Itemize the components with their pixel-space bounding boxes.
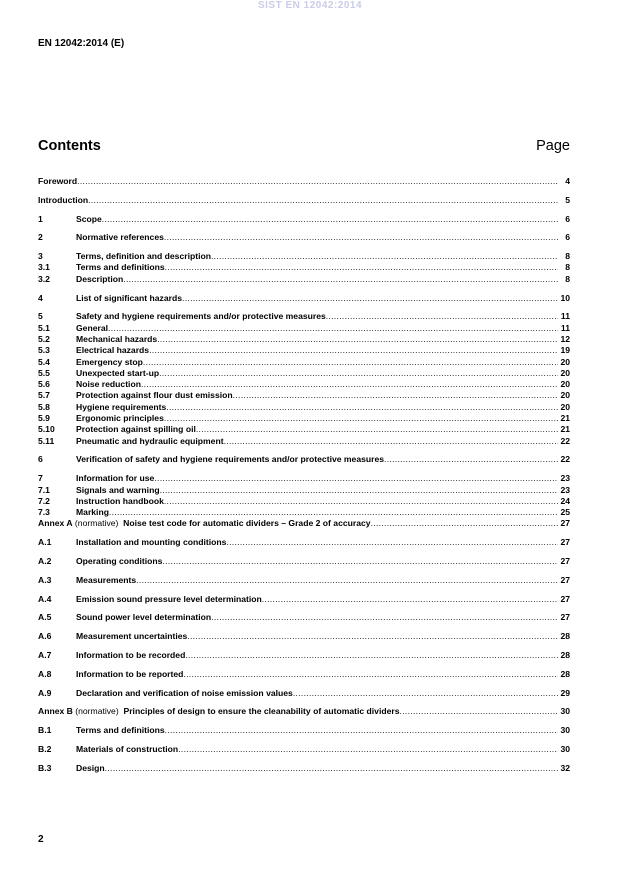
toc-entry-number: 7 <box>38 473 43 484</box>
toc-leader-dots <box>187 631 558 642</box>
toc-entry-title <box>76 311 326 322</box>
toc-entry-number: 3 <box>38 251 43 262</box>
toc-entry-title <box>76 424 196 435</box>
toc-entry[interactable] <box>38 379 570 390</box>
toc-entry-number: 5.10 <box>38 424 55 435</box>
toc-entry[interactable] <box>38 537 570 548</box>
toc-entry-title-text: Unexpected start-up <box>76 367 160 378</box>
toc-leader-dots <box>211 251 558 262</box>
toc-entry-title <box>76 496 164 507</box>
table-of-contents <box>38 176 570 782</box>
toc-entry[interactable] <box>38 631 570 642</box>
toc-entry-number: 2 <box>38 232 43 243</box>
toc-entry-page: 21 <box>560 424 570 435</box>
toc-entry-number: 5.6 <box>38 379 50 390</box>
toc-leader-dots <box>178 744 558 755</box>
toc-leader-dots <box>183 669 558 680</box>
toc-entry-page: 10 <box>560 292 570 303</box>
toc-entry-title-text: Annex B <box>38 706 73 717</box>
toc-leader-dots <box>384 454 558 465</box>
toc-entry-number: 5.1 <box>38 322 50 333</box>
toc-entry-page: 20 <box>560 367 570 378</box>
toc-entry-number: B.1 <box>38 725 52 736</box>
toc-leader-dots <box>400 706 558 717</box>
toc-entry-number: 3.2 <box>38 273 50 284</box>
toc-entry-title <box>76 454 384 465</box>
toc-entry-page: 4 <box>565 176 570 186</box>
toc-entry-title-text: Emission sound pressure level determination <box>76 593 262 604</box>
toc-entry-title <box>76 293 182 304</box>
toc-entry-number: 7.3 <box>38 507 50 518</box>
toc-entry-title <box>76 631 187 642</box>
toc-entry-title <box>76 390 233 401</box>
toc-entry-number: 7.1 <box>38 484 50 495</box>
toc-entry-page: 30 <box>560 743 570 754</box>
document-id: EN 12042:2014 (E) <box>38 38 125 49</box>
toc-entry-page: 5 <box>565 194 570 205</box>
toc-leader-dots <box>108 323 558 334</box>
contents-heading: Contents <box>38 138 101 154</box>
toc-entry[interactable] <box>38 334 570 345</box>
toc-entry[interactable] <box>38 251 570 262</box>
toc-entry[interactable] <box>38 473 570 484</box>
toc-entry-title <box>76 251 211 262</box>
toc-entry-page: 19 <box>560 345 570 356</box>
toc-entry-page: 27 <box>560 537 570 548</box>
toc-leader-dots <box>141 379 558 390</box>
toc-entry-title <box>76 323 108 334</box>
toc-entry-title-text: Terms and definitions <box>76 725 165 736</box>
toc-entry[interactable] <box>38 763 570 774</box>
toc-leader-dots <box>165 262 558 273</box>
toc-leader-dots <box>326 311 558 322</box>
page-number: 2 <box>38 834 44 845</box>
toc-entry-title <box>76 379 141 390</box>
toc-entry-title-text: Emergency stop <box>76 356 143 367</box>
toc-entry-page: 12 <box>560 333 570 344</box>
toc-entry[interactable] <box>38 518 570 529</box>
toc-entry-title-text: Information to be reported <box>76 668 184 679</box>
toc-entry-number: 5.9 <box>38 413 50 424</box>
toc-entry-number: 5.7 <box>38 390 50 401</box>
toc-entry[interactable] <box>38 214 570 225</box>
toc-entry-annex-title: Noise test code for automatic dividers – Grade 2 of accuracy <box>120 518 371 529</box>
toc-entry-title-text: Annex A <box>38 518 73 529</box>
toc-entry-number: B.2 <box>38 743 52 754</box>
toc-entry-number: A.2 <box>38 556 52 567</box>
toc-entry-title-text: Design <box>76 762 105 773</box>
toc-entry-page: 6 <box>565 213 570 224</box>
toc-entry-page: 28 <box>560 631 570 642</box>
toc-entry-title-text: Protection against spilling oil <box>76 424 196 435</box>
toc-entry[interactable] <box>38 274 570 285</box>
toc-entry-title-text: Electrical hazards <box>76 345 150 356</box>
toc-entry-title-text: Foreword <box>38 176 78 186</box>
toc-entry-title <box>76 556 162 567</box>
toc-entry-title-text: Safety and hygiene requirements and/or protective measures <box>76 311 326 322</box>
toc-entry-title-text: Terms and definitions <box>76 262 165 273</box>
toc-entry[interactable] <box>38 688 570 699</box>
toc-entry-title <box>76 688 293 699</box>
toc-entry-page: 28 <box>560 650 570 660</box>
toc-entry-number: 5.11 <box>38 435 55 446</box>
toc-entry-title-text: Normative references <box>76 232 164 243</box>
toc-entry-page: 11 <box>560 311 570 322</box>
toc-leader-dots <box>162 556 558 567</box>
toc-leader-dots <box>149 345 558 356</box>
toc-entry-title-text: Description <box>76 273 124 284</box>
toc-leader-dots <box>185 650 558 661</box>
toc-leader-dots <box>160 485 558 496</box>
page-column-heading: Page <box>536 138 570 154</box>
toc-entry-title <box>76 274 123 285</box>
toc-entry-number: 3.1 <box>38 262 50 273</box>
toc-entry[interactable] <box>38 195 570 206</box>
toc-leader-dots <box>164 413 558 424</box>
toc-leader-dots <box>164 232 558 243</box>
toc-entry-annex-title: Principles of design to ensure the cleanability of automatic dividers <box>121 706 400 717</box>
toc-entry-title <box>76 413 164 424</box>
toc-leader-dots <box>123 274 558 285</box>
toc-entry[interactable] <box>38 413 570 424</box>
toc-entry-title <box>76 537 226 548</box>
toc-leader-dots <box>159 368 558 379</box>
toc-entry-page: 30 <box>560 725 570 736</box>
toc-entry[interactable] <box>38 650 570 661</box>
toc-entry-title-text: Sound power level determination <box>76 612 212 623</box>
toc-leader-dots <box>293 688 558 699</box>
toc-entry-annex-type: (normative) <box>72 518 121 529</box>
toc-entry-title-text: Measurements <box>76 574 137 585</box>
toc-entry[interactable] <box>38 594 570 605</box>
toc-entry-title <box>76 669 183 680</box>
toc-entry-page: 8 <box>565 251 570 262</box>
toc-entry[interactable] <box>38 345 570 356</box>
toc-entry-title-text: Noise reduction <box>76 379 141 390</box>
toc-entry-title-text: Mechanical hazards <box>76 333 158 344</box>
toc-leader-dots <box>77 176 558 187</box>
toc-entry-number: 5.4 <box>38 356 50 367</box>
toc-entry-page: 30 <box>560 706 570 717</box>
toc-entry-title <box>38 518 371 529</box>
toc-entry[interactable] <box>38 575 570 586</box>
toc-entry-title-text: Declaration and verification of noise emission values <box>76 687 293 698</box>
toc-entry-title <box>76 402 166 413</box>
toc-leader-dots <box>166 402 558 413</box>
toc-entry[interactable] <box>38 262 570 273</box>
toc-entry-title <box>76 262 165 273</box>
toc-leader-dots <box>165 725 558 736</box>
toc-entry-title <box>76 357 143 368</box>
toc-entry-title-text: General <box>76 322 109 333</box>
toc-entry-number: 5.3 <box>38 345 50 356</box>
toc-entry[interactable] <box>38 556 570 567</box>
toc-entry-title <box>76 594 262 605</box>
toc-entry[interactable] <box>38 725 570 736</box>
toc-entry-number: A.7 <box>38 650 52 660</box>
toc-entry-title <box>76 334 157 345</box>
toc-entry-title-text: Marking <box>76 507 109 518</box>
toc-entry-title <box>76 507 109 518</box>
toc-entry-title-text: List of significant hazards <box>76 292 183 303</box>
toc-entry-title <box>76 436 224 447</box>
toc-entry-page: 28 <box>560 668 570 679</box>
toc-entry-title-text: Information for use <box>76 473 155 484</box>
toc-entry-number: A.8 <box>38 668 52 679</box>
toc-entry-title-text: Signals and warning <box>76 484 160 495</box>
toc-entry-title-text: Protection against flour dust emission <box>76 390 233 401</box>
toc-entry-number: A.1 <box>38 537 52 548</box>
toc-leader-dots <box>262 594 558 605</box>
toc-entry[interactable] <box>38 706 570 717</box>
toc-entry-page: 21 <box>560 413 570 424</box>
toc-leader-dots <box>157 334 558 345</box>
toc-entry[interactable] <box>38 232 570 243</box>
toc-entry-page: 27 <box>560 574 570 585</box>
toc-leader-dots <box>109 507 558 518</box>
toc-leader-dots <box>182 293 558 304</box>
toc-entry-title <box>76 214 102 225</box>
toc-leader-dots <box>226 537 558 548</box>
toc-entry-page: 27 <box>560 593 570 604</box>
toc-entry-page: 6 <box>565 232 570 243</box>
toc-entry-title <box>76 232 164 243</box>
toc-entry-title-text: Ergonomic principles <box>76 413 164 424</box>
toc-entry-number: 5.2 <box>38 333 50 344</box>
toc-entry-page: 22 <box>560 454 570 465</box>
toc-entry[interactable] <box>38 744 570 755</box>
toc-entry[interactable] <box>38 424 570 435</box>
toc-entry-page: 27 <box>560 612 570 623</box>
toc-entry[interactable] <box>38 507 570 518</box>
toc-leader-dots <box>233 390 558 401</box>
toc-entry-title <box>76 345 149 356</box>
toc-entry-page: 22 <box>560 435 570 446</box>
toc-entry[interactable] <box>38 390 570 401</box>
toc-entry-number: 5.8 <box>38 401 50 412</box>
toc-leader-dots <box>164 496 558 507</box>
toc-entry-title <box>76 473 154 484</box>
toc-entry[interactable] <box>38 323 570 334</box>
toc-entry-title <box>76 612 211 623</box>
toc-entry-title-text: Materials of construction <box>76 743 179 754</box>
toc-entry[interactable] <box>38 402 570 413</box>
toc-entry-number: A.9 <box>38 687 52 698</box>
toc-leader-dots <box>224 436 558 447</box>
toc-entry-title-text: Installation and mounting conditions <box>76 537 227 548</box>
toc-entry-title <box>76 725 165 736</box>
toc-entry-title-text: Hygiene requirements <box>76 401 167 412</box>
toc-entry-number: A.5 <box>38 612 52 623</box>
toc-entry-title-text: Introduction <box>38 194 89 205</box>
toc-leader-dots <box>102 214 558 225</box>
toc-entry-page: 27 <box>560 556 570 567</box>
toc-entry-page: 11 <box>560 322 570 333</box>
toc-entry-title-text: Measurement uncertainties <box>76 631 188 642</box>
toc-entry-number: 4 <box>38 292 43 303</box>
toc-entry-title-text: Pneumatic and hydraulic equipment <box>76 435 224 446</box>
toc-entry-title <box>76 485 160 496</box>
toc-entry-title <box>76 368 159 379</box>
toc-entry-number: 1 <box>38 213 43 224</box>
toc-entry-page: 23 <box>560 484 570 495</box>
toc-leader-dots <box>88 195 558 206</box>
toc-entry-page: 27 <box>560 518 570 529</box>
toc-leader-dots <box>211 612 558 623</box>
toc-leader-dots <box>105 763 558 774</box>
toc-leader-dots <box>196 424 558 435</box>
toc-entry[interactable] <box>38 496 570 507</box>
toc-entry-title <box>38 176 77 187</box>
toc-leader-dots <box>143 357 558 368</box>
toc-entry-annex-type: (normative) <box>72 706 122 717</box>
toc-entry-page: 23 <box>560 473 570 484</box>
toc-entry-title-text: Instruction handbook <box>76 495 164 506</box>
watermark: SIST EN 12042:2014 <box>257 0 363 11</box>
toc-entry-number: 7.2 <box>38 495 50 506</box>
toc-entry-number: B.3 <box>38 762 52 773</box>
toc-entry-title <box>76 650 185 661</box>
toc-entry[interactable] <box>38 485 570 496</box>
toc-entry-title-text: Operating conditions <box>76 556 163 567</box>
toc-leader-dots <box>371 518 558 529</box>
toc-entry-title-text: Scope <box>76 213 102 224</box>
toc-entry[interactable] <box>38 176 570 187</box>
toc-entry-title <box>76 575 136 586</box>
toc-entry-title-text: Verification of safety and hygiene requirements and/or protective measures <box>76 454 385 465</box>
toc-entry-page: 32 <box>560 762 570 773</box>
toc-entry-title <box>76 763 105 774</box>
toc-entry[interactable] <box>38 311 570 322</box>
toc-entry-number: A.6 <box>38 631 52 642</box>
toc-entry-number: 5 <box>38 311 43 322</box>
toc-entry-page: 20 <box>560 356 570 367</box>
toc-entry-title <box>76 744 178 755</box>
toc-entry[interactable] <box>38 368 570 379</box>
toc-entry-title <box>38 706 400 717</box>
toc-leader-dots <box>154 473 558 484</box>
toc-entry-number: 5.5 <box>38 367 50 378</box>
toc-entry-page: 25 <box>560 507 570 518</box>
toc-entry-number: 6 <box>38 454 43 465</box>
toc-entry-page: 24 <box>560 495 570 506</box>
toc-entry-page: 20 <box>560 401 570 412</box>
toc-entry-page: 20 <box>560 390 570 401</box>
toc-entry-number: A.4 <box>38 593 52 604</box>
toc-entry-title <box>38 195 88 206</box>
toc-entry[interactable] <box>38 669 570 680</box>
toc-entry-title-text: Terms, definition and description <box>76 251 211 262</box>
toc-entry[interactable] <box>38 357 570 368</box>
toc-entry-number: A.3 <box>38 574 52 585</box>
toc-entry-page: 8 <box>565 273 570 284</box>
toc-entry[interactable] <box>38 436 570 447</box>
toc-entry[interactable] <box>38 612 570 623</box>
toc-leader-dots <box>136 575 558 586</box>
toc-entry[interactable] <box>38 293 570 304</box>
toc-entry-page: 8 <box>565 262 570 273</box>
toc-entry-page: 29 <box>560 687 570 698</box>
toc-entry[interactable] <box>38 454 570 465</box>
toc-entry-title-text: Information to be recorded <box>76 650 186 660</box>
toc-entry-page: 20 <box>560 379 570 390</box>
